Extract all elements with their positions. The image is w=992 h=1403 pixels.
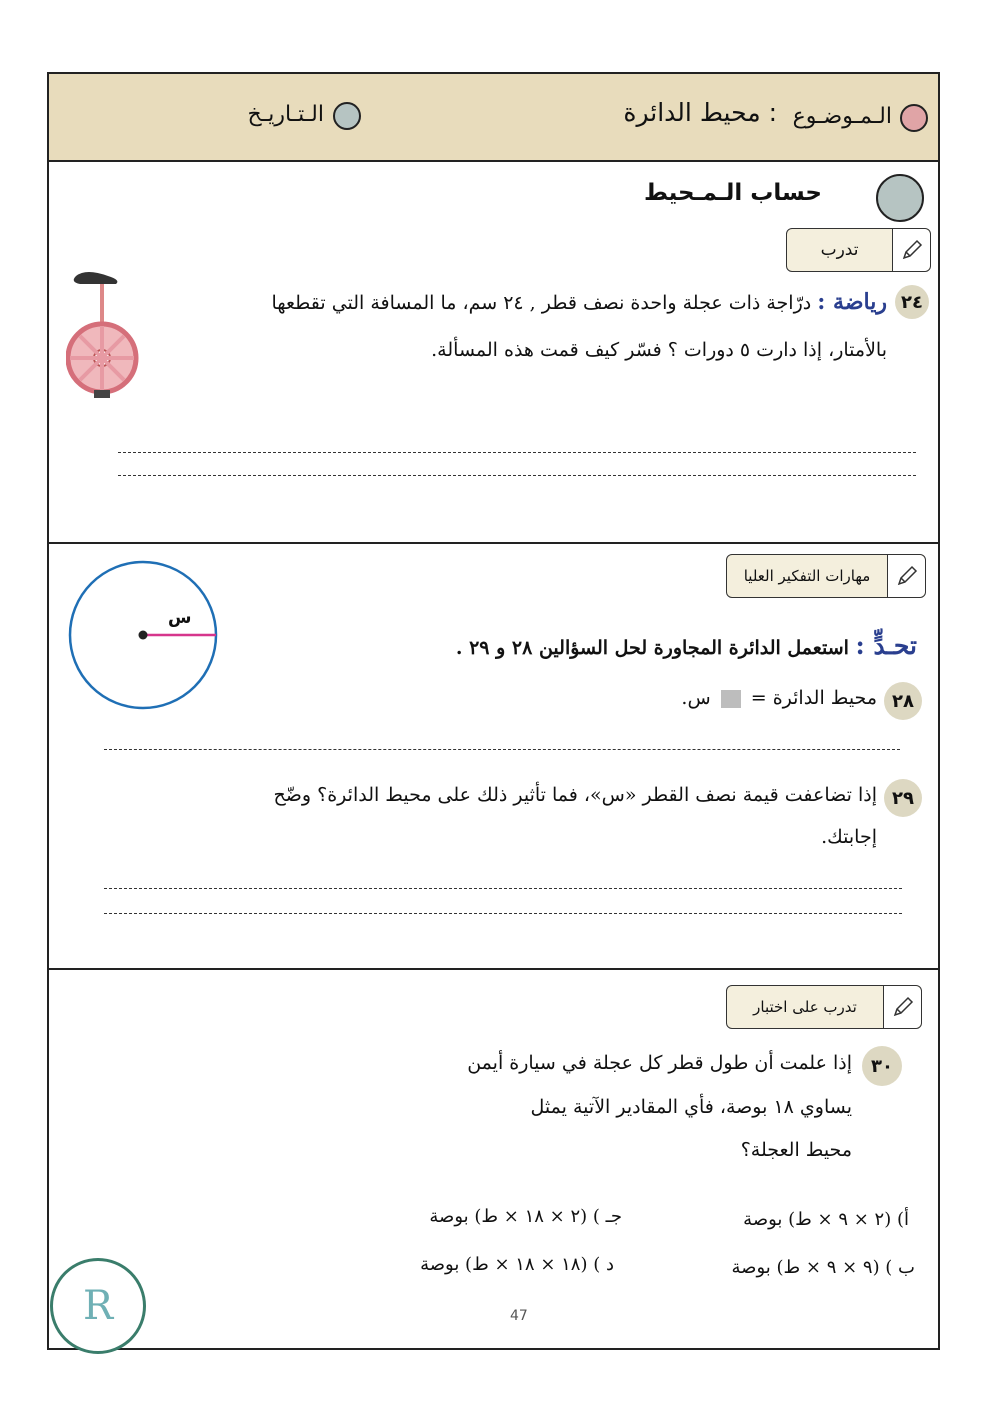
option-c: جـ ) (٢ × ١٨ × ط) بوصة <box>429 1206 622 1227</box>
q24-answer-line-1 <box>118 452 916 453</box>
option-a: أ) (٢ × ٩ × ط) بوصة <box>743 1209 909 1230</box>
hots-tag <box>726 554 926 598</box>
q28-text-after: س. <box>681 687 711 709</box>
q29-line1: إذا تضاعفت قيمة نصف القطر «س»، فما تأثير ذلك على محيط الدائرة؟ وضّح <box>273 784 877 806</box>
q29-answer-line-2 <box>104 913 902 914</box>
radius-label: س <box>168 608 192 628</box>
hots-tag-label: مهارات التفكير العليا <box>743 567 871 585</box>
q29-line2: إجابتك. <box>821 826 877 848</box>
option-d: د ) (١٨ × ١٨ × ط) بوصة <box>420 1254 614 1275</box>
q24-line1 <box>271 289 887 315</box>
logo-letter: R <box>82 1283 114 1329</box>
pencil-icon <box>887 555 925 597</box>
q28-line <box>681 687 877 709</box>
q28-number-badge: ٢٨ <box>884 682 922 720</box>
publisher-logo <box>50 1258 146 1354</box>
subject-value: : محيط الدائرة <box>623 98 777 127</box>
test-practice-tag-label: تدرب على اختبار <box>753 998 857 1016</box>
q28-blank-box <box>721 690 741 708</box>
q28-answer-line <box>104 749 900 750</box>
section-divider-2 <box>49 968 938 970</box>
date-dot <box>333 102 361 130</box>
q24-answer-line-2 <box>118 475 916 476</box>
pencil-icon <box>892 229 930 271</box>
q28-text-before: محيط الدائرة = <box>750 687 877 709</box>
subject-label: الـمـوضـوع <box>792 104 892 129</box>
circle-figure <box>66 560 220 712</box>
q24-lead: رياضة : <box>817 289 887 315</box>
challenge-text: استعمل الدائرة المجاورة لحل السؤالين ٢٨ و ٢٩ . <box>455 637 849 659</box>
challenge-lead: تحـدٍّ : <box>855 631 917 660</box>
page-number: 47 <box>510 1308 528 1324</box>
q29-number-badge: ٢٩ <box>884 779 922 817</box>
section-title: حساب الـمـحيط <box>644 180 822 206</box>
unicycle-image <box>66 266 146 402</box>
section-divider-1 <box>49 542 938 544</box>
q24-number-badge: ٢٤ <box>895 285 929 319</box>
date-label: الـتـاريـخ <box>247 102 324 127</box>
practice-tag-label: تدرب <box>820 240 859 260</box>
test-practice-tag <box>726 985 922 1029</box>
q29-answer-line-1 <box>104 888 902 889</box>
q30-line1: إذا علمت أن طول قطر كل عجلة في سيارة أيمن <box>467 1052 852 1074</box>
q30-number-badge: ٣٠ <box>862 1046 902 1086</box>
section-title-dot <box>876 174 924 222</box>
pencil-icon <box>883 986 921 1028</box>
option-b: ب ) (٩ × ٩ × ط) بوصة <box>731 1257 915 1278</box>
q24-line1-text: درّاجة ذات عجلة واحدة نصف قطر , ٢٤ سم، ما المسافة التي تقطعها <box>271 292 812 314</box>
challenge-line <box>456 631 917 660</box>
q30-line2: يساوي ١٨ بوصة، فأي المقادير الآتية يمثل <box>530 1096 852 1118</box>
q24-line2: بالأمتار، إذا دارت ٥ دورات ؟ فسّر كيف قمت هذه المسألة. <box>431 339 887 361</box>
q30-line3: محيط العجلة؟ <box>740 1139 852 1161</box>
subject-dot <box>900 104 928 132</box>
practice-tag <box>786 228 931 272</box>
